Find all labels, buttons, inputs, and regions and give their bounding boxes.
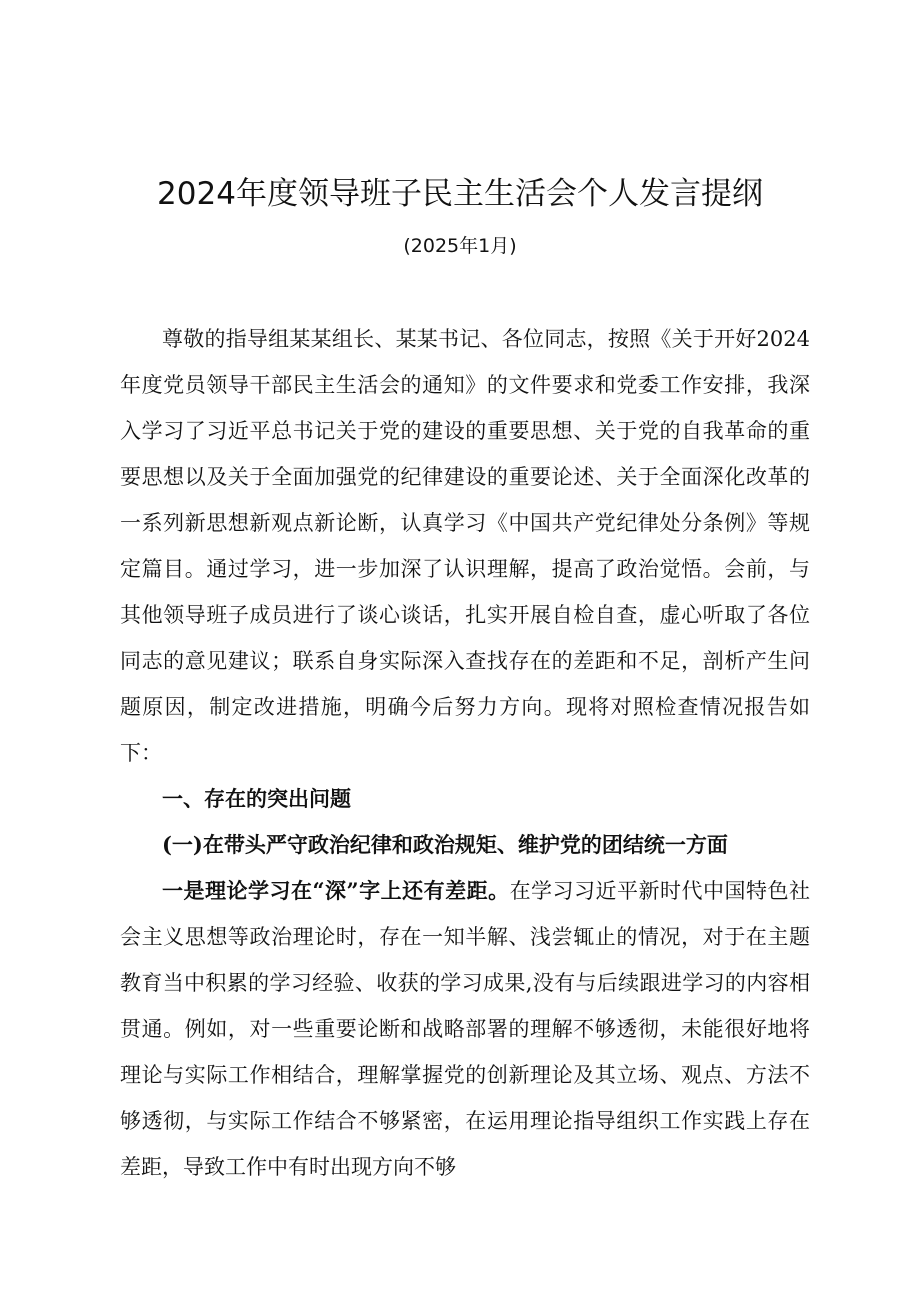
document-body	[120, 316, 810, 1190]
subsection-heading: (一)在带头严守政治纪律和政治规矩、维护党的团结统一方面	[162, 832, 728, 857]
point-paragraph	[120, 868, 810, 1190]
document-title: 2024年度领导班子民主生活会个人发言提纲	[157, 176, 763, 212]
point-lead: 一是理论学习在“深”字上还有差距。	[162, 878, 510, 903]
section-heading: 一、存在的突出问题	[162, 787, 351, 811]
point-text: 在学习习近平新时代中国特色社会主义思想等政治理论时，存在一知半解、浅尝辄止的情况，对于在主题教育当中积累的学习经验、收获的学习成果,没有与后续跟进学习的内容相贯通。例如，对一些重要论断和战略部署的理解不够透彻，未能很好地将理论与实际工作相结合，理解掌握党的创新理论及其立场、观点、方法不够透彻，与实际工作结合不够紧密，在运用理论指导组织工作实践上存在差距，导致工作中有时出现方向不够	[120, 879, 810, 1179]
document-date: (2025年1月)	[403, 235, 517, 257]
intro-paragraph: 尊敬的指导组某某组长、某某书记、各位同志，按照《关于开好2024年度党员领导干部民主生活会的通知》的文件要求和党委工作安排，我深入学习了习近平总书记关于党的建设的重要思想、关于党的自我革命的重要思想以及关于全面加强党的纪律建设的重要论述、关于全面深化改革的一系列新思想新观点新论断，认真学习《中国共产党纪律处分条例》等规定篇目。通过学习，进一步加深了认识理解，提高了政治觉悟。会前，与其他领导班子成员进行了谈心谈话，扎实开展自检自查，虚心听取了各位同志的意见建议；联系自身实际深入查找存在的差距和不足，剖析产生问题原因，制定改进措施，明确今后努力方向。现将对照检查情况报告如下：	[120, 327, 810, 765]
